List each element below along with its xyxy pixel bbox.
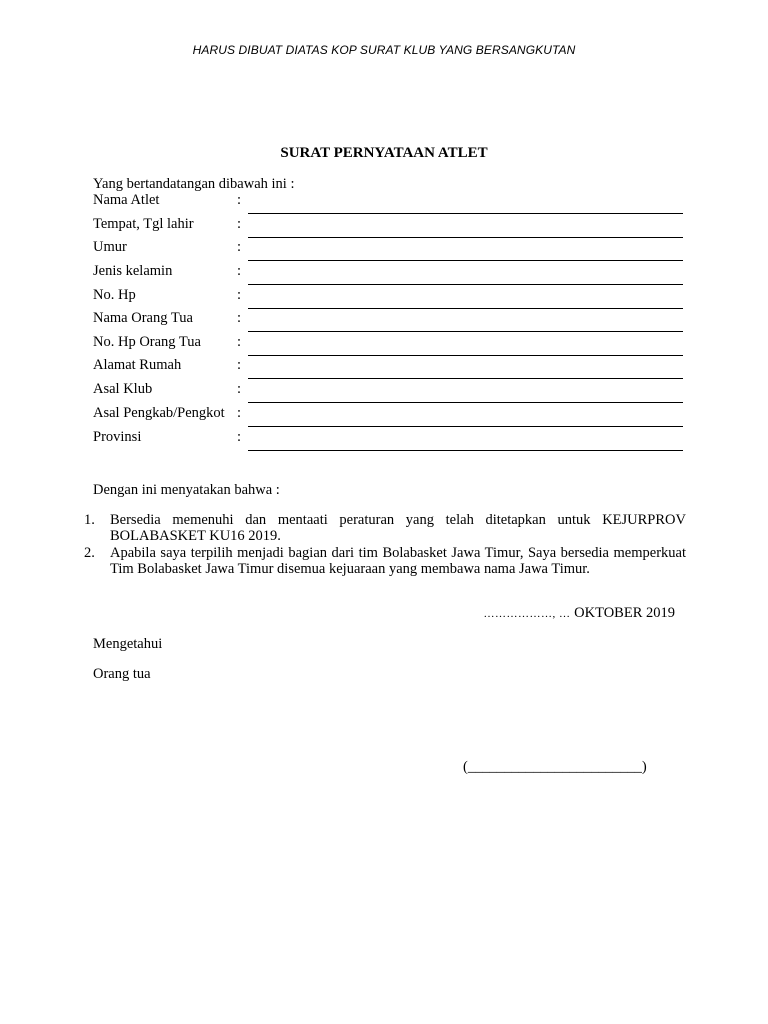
fill-in-line[interactable] bbox=[248, 378, 683, 379]
field-label: Umur bbox=[93, 239, 127, 255]
field-colon: : bbox=[237, 310, 242, 326]
field-label: Asal Pengkab/Pengkot bbox=[93, 405, 225, 421]
field-label: Jenis kelamin bbox=[93, 263, 173, 279]
field-colon: : bbox=[237, 405, 242, 421]
field-colon: : bbox=[237, 357, 242, 373]
field-colon: : bbox=[237, 334, 242, 350]
statement-item bbox=[84, 512, 686, 544]
statement-list bbox=[84, 512, 686, 578]
field-colon: : bbox=[237, 381, 242, 397]
field-provinsi bbox=[93, 429, 683, 449]
statement-intro: Dengan ini menyatakan bahwa : bbox=[93, 482, 280, 498]
statement-item bbox=[84, 545, 686, 577]
parent-label: Orang tua bbox=[93, 666, 151, 682]
field-colon: : bbox=[237, 239, 242, 255]
field-label: Nama Atlet bbox=[93, 192, 160, 208]
field-label: Nama Orang Tua bbox=[93, 310, 193, 326]
fill-in-line[interactable] bbox=[248, 308, 683, 309]
fill-in-line[interactable] bbox=[248, 355, 683, 356]
date-month-year: OKTOBER 2019 bbox=[574, 605, 675, 621]
fill-in-line[interactable] bbox=[248, 402, 683, 403]
field-colon: : bbox=[237, 263, 242, 279]
fill-in-line[interactable] bbox=[248, 284, 683, 285]
field-label: No. Hp Orang Tua bbox=[93, 334, 201, 350]
statement-number: 1. bbox=[84, 512, 95, 528]
fill-in-line[interactable] bbox=[248, 213, 683, 214]
fill-in-line[interactable] bbox=[248, 450, 683, 451]
statement-text: Apabila saya terpilih menjadi bagian dari tim Bolabasket Jawa Timur, Saya bersedia memperkuat Tim Bolabasket Jawa Timur disemua kejuaraan yang membawa nama Jawa Timur. bbox=[110, 545, 686, 577]
letterhead-note: HARUS DIBUAT DIATAS KOP SURAT KLUB YANG BERSANGKUTAN bbox=[192, 43, 576, 57]
fill-in-line[interactable] bbox=[248, 237, 683, 238]
statement-text: Bersedia memenuhi dan mentaati peraturan yang telah ditetapkan untuk KEJURPROV BOLABASKET KU16 2019. bbox=[110, 512, 686, 544]
field-label: Alamat Rumah bbox=[93, 357, 182, 373]
field-tempat-tgl-lahir bbox=[93, 216, 683, 236]
fill-in-line[interactable] bbox=[248, 331, 683, 332]
field-colon: : bbox=[237, 429, 242, 445]
field-colon: : bbox=[237, 287, 242, 303]
document-title: SURAT PERNYATAAN ATLET bbox=[280, 145, 488, 161]
fill-in-line[interactable] bbox=[248, 260, 683, 261]
field-alamat-rumah bbox=[93, 357, 683, 377]
field-label: Asal Klub bbox=[93, 381, 153, 397]
field-label: Provinsi bbox=[93, 429, 142, 445]
field-umur bbox=[93, 239, 683, 259]
date-line bbox=[380, 605, 675, 622]
statement-number: 2. bbox=[84, 545, 95, 561]
field-label: Tempat, Tgl lahir bbox=[93, 216, 194, 232]
field-colon: : bbox=[237, 216, 242, 232]
field-asal-klub bbox=[93, 381, 683, 401]
intro-text: Yang bertandatangan dibawah ini : bbox=[93, 176, 295, 192]
field-colon: : bbox=[237, 192, 242, 208]
date-placeholder: ………………, … bbox=[483, 608, 571, 620]
signature-line: (________________________) bbox=[463, 759, 647, 775]
fill-in-line[interactable] bbox=[248, 426, 683, 427]
acknowledged-label: Mengetahui bbox=[93, 636, 163, 652]
field-asal-pengkab bbox=[93, 405, 683, 425]
field-no-hp bbox=[93, 287, 683, 307]
field-jenis-kelamin bbox=[93, 263, 683, 283]
field-nama-atlet bbox=[93, 192, 683, 212]
field-nama-orang-tua bbox=[93, 310, 683, 330]
field-no-hp-orang-tua bbox=[93, 334, 683, 354]
field-label: No. Hp bbox=[93, 287, 136, 303]
